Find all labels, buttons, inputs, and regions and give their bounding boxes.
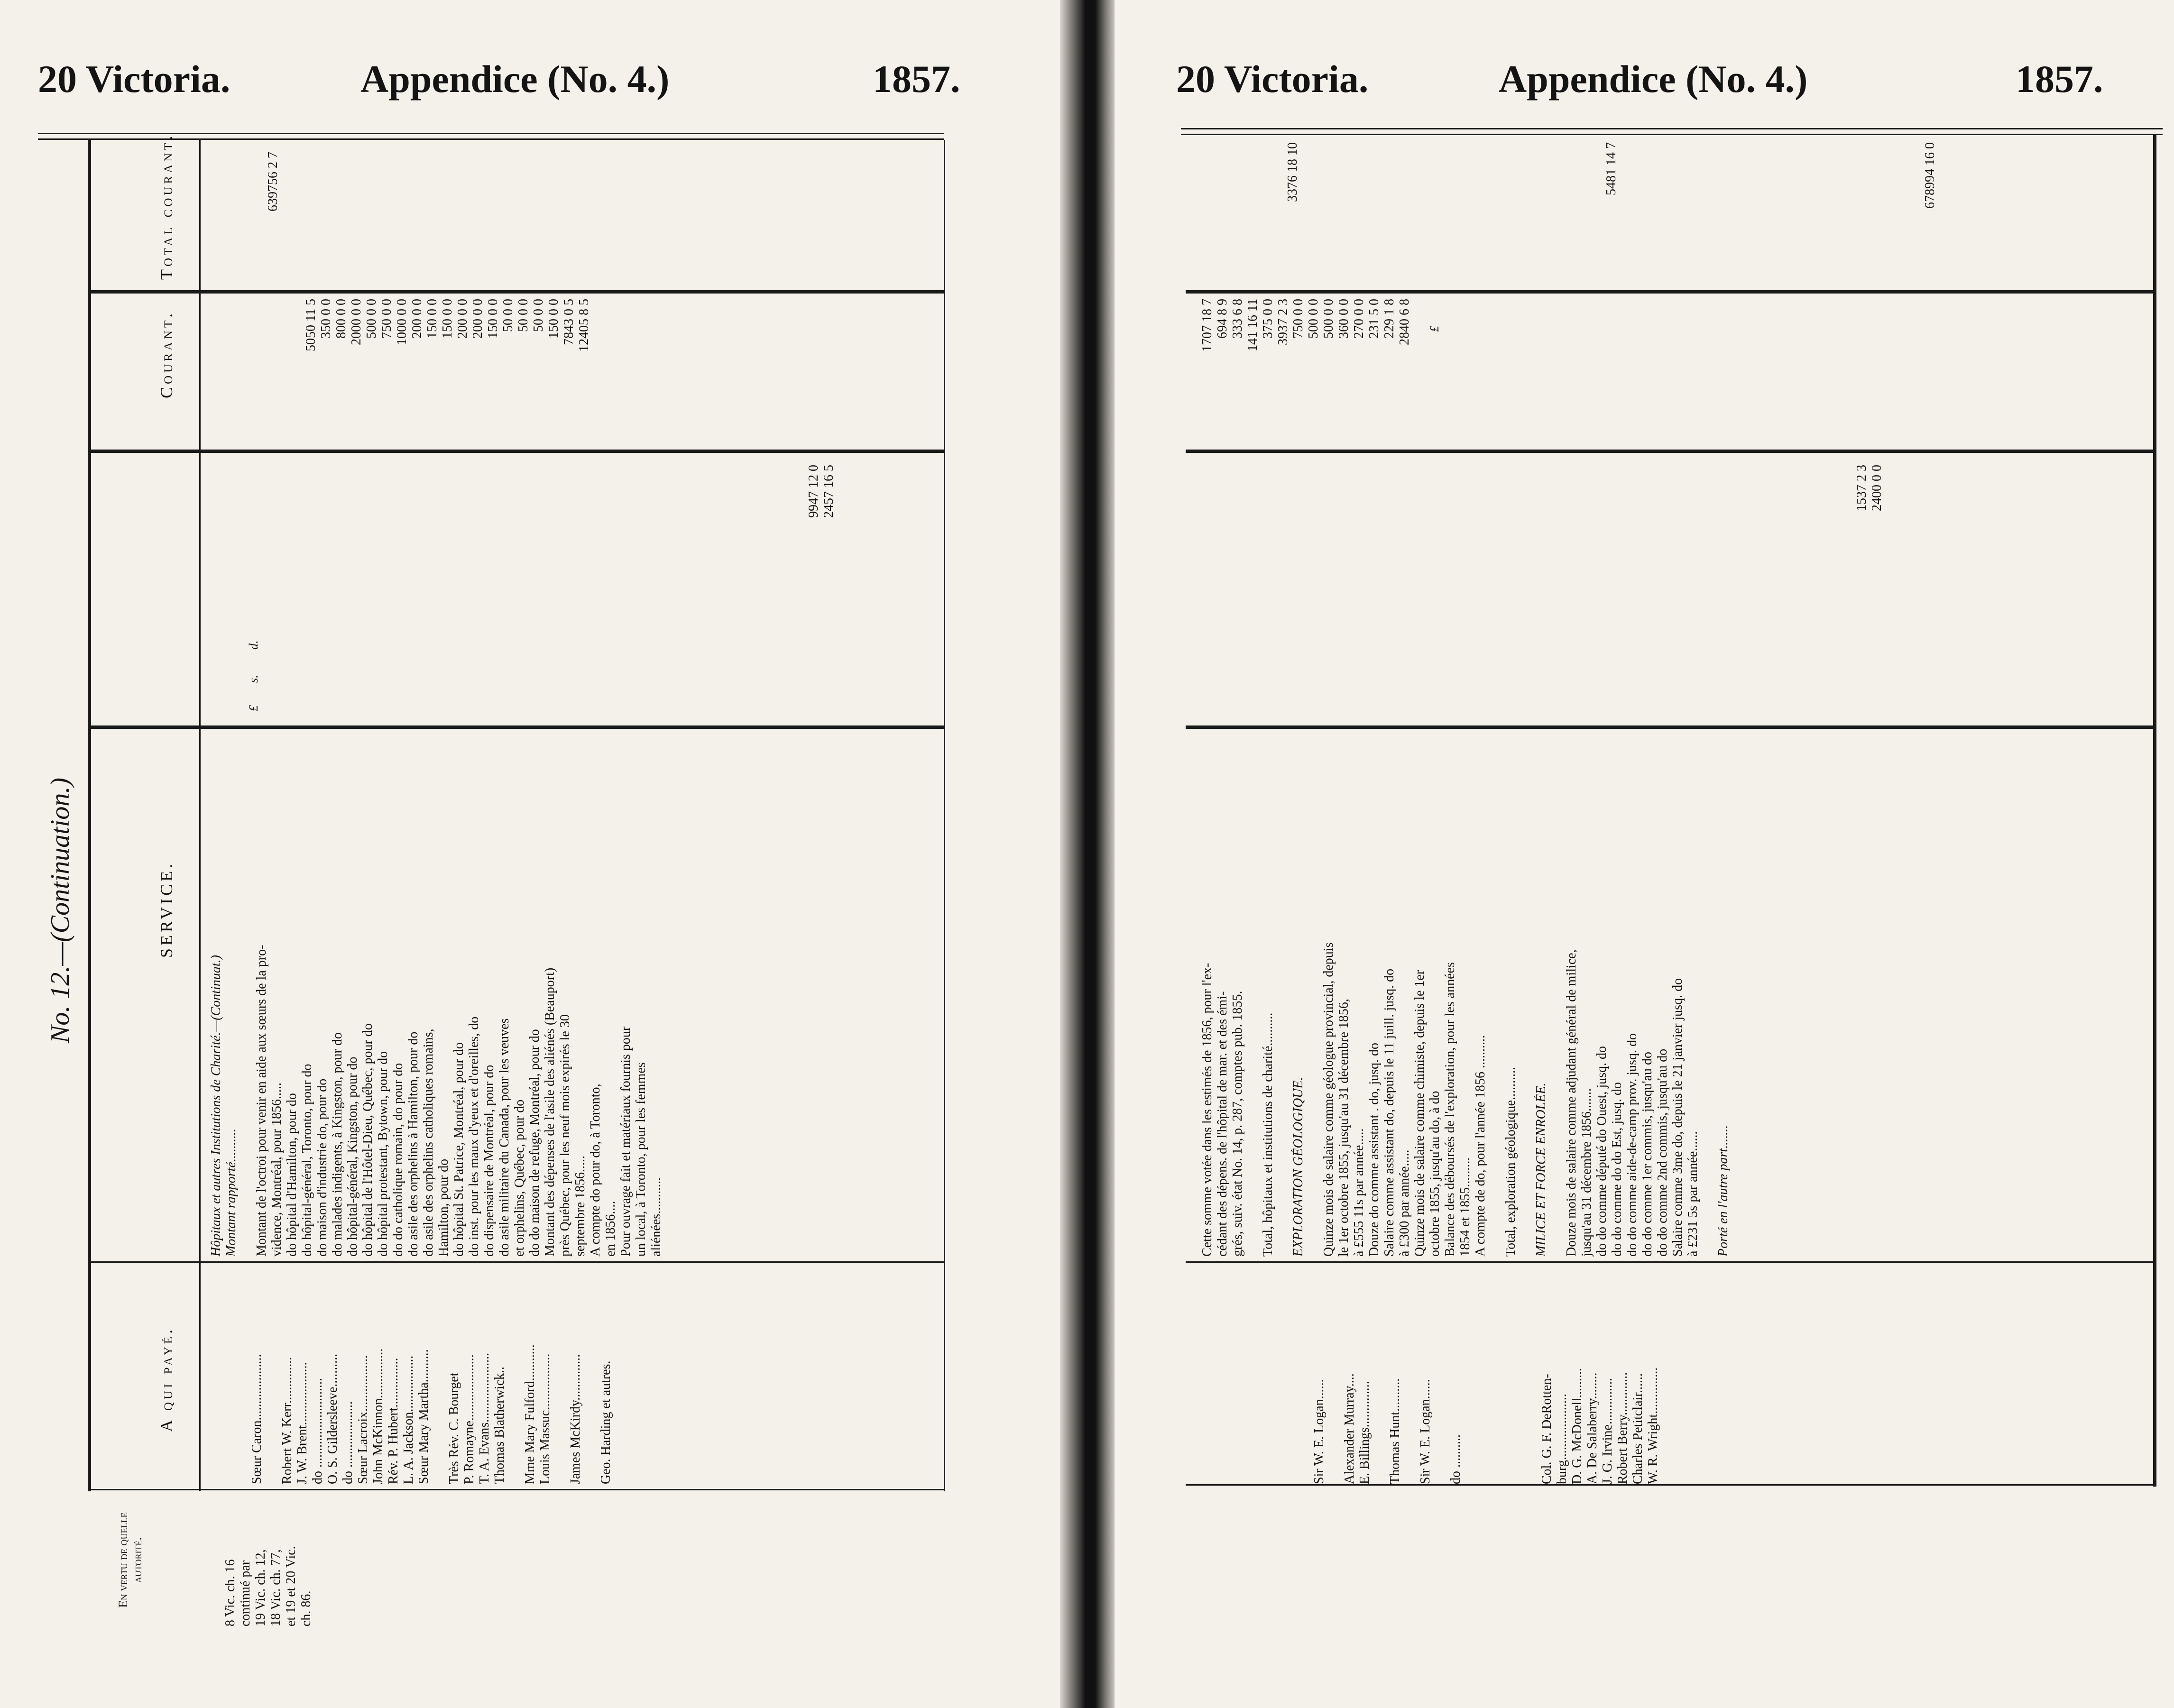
service-line: Balance des déboursés de l'exploration, pour les années [1443,962,1457,1257]
service-line: Hamilton, pour do [436,1158,451,1257]
payee-line [1236,1261,1251,1484]
service-line [1549,730,1564,1257]
payee-line: John McKinnon............... [371,1348,386,1484]
payee-line: J. W. Brent................... [295,1362,310,1484]
payee-line [204,1261,219,1484]
col2-shillings-mark: s. [247,675,260,683]
authority-divider [88,1489,944,1490]
payee-line [1494,1261,1509,1484]
top-rule [1181,128,2163,129]
courant-value: 1707 18 7 [1200,299,1215,352]
courant-value: 694 8 9 [1215,299,1230,339]
service-line: aliénées........... [649,1177,663,1257]
service-column [1200,730,1731,1257]
courant-value: 333 6 8 [1230,299,1245,339]
service-line [1306,730,1321,1257]
bottom-rule [1186,1484,2156,1486]
table-left-border [88,140,91,1491]
payee-line: Sœur Mary Martha.......... [416,1349,431,1484]
service-line: A compte do pour do, à Toronto, [588,1084,603,1257]
total-courant-column [1285,142,1938,285]
amount-value: 2400 0 0 [1870,465,1884,511]
payee-line: Sir W. E. Logan...... [1312,1379,1327,1484]
running-head-session: 20 Victoria. [1176,57,1369,101]
payee-line: Sœur Caron.................... [249,1354,264,1484]
courant-value: 200 0 0 [470,299,485,339]
amount-value: 1537 2 3 [1854,465,1869,511]
service-line: Montant de l'octroi pour venir en aide aux sœurs de la pro- [254,945,269,1257]
table-caption: No. 12.—(Continuation.) [46,777,75,1043]
service-line: Salaire comme 3me do, depuis le 21 janvier jusq. do [1670,978,1685,1257]
col2-pence-mark: d. [247,640,260,650]
payee-line [1297,1261,1312,1484]
authority-line: 19 Vic. ch. 12, [253,1549,268,1626]
section-heading: MILICE ET FORCE ENROLÉE. [1534,1083,1548,1257]
courant-value: 1000 0 0 [395,299,409,345]
service-line: do do comme aide-de-camp prov. jusq. do [1625,1033,1640,1257]
payee-line [583,1261,599,1484]
col1-divider [88,450,944,453]
service-line: grés, suiv. état No. 14, p. 287, comptes pub. 1855. [1230,991,1245,1257]
payee-line: O. S. Gildersleeve.......... [325,1353,340,1484]
book-gutter [1060,0,1117,1708]
running-head-year: 1857. [873,57,960,101]
courant-value: 500 0 0 [364,299,379,339]
service-line: à £300 par année..... [1397,1149,1412,1257]
top-rule-inner [1181,134,2163,135]
payee-line: Mme Mary Fulford........... [523,1344,537,1484]
service-line: do maison d'industrie do, pour do [315,1078,330,1257]
service-line: do hôpital protestant, Bytown, pour do [376,1051,390,1257]
service-line: octobre 1855, jusqu'au do, à do [1428,1091,1442,1257]
payee-line [1266,1261,1281,1484]
courant-value: 200 0 0 [410,299,424,339]
courant-value: 3937 2 3 [1276,299,1290,345]
payee-line: burg.................... [1555,1394,1569,1484]
payee-line: Rév. P. Hubert............... [386,1358,401,1484]
payee-line: Charles Petitclair...... [1630,1373,1645,1484]
amount-value: 9947 12 0 [806,465,821,518]
service-line: jusqu'au 31 décembre 1856....... [1579,1088,1594,1257]
running-head-appendix: Appendice (No. 4.) [360,57,670,101]
service-line [1488,730,1503,1257]
courant-value: 2000 0 0 [349,299,364,345]
service-line: près Québec, pour les neuf mois expirés le 30 [558,1014,572,1257]
payee-line [234,1261,249,1484]
running-head-session: 20 Victoria. [38,57,230,101]
service-line [1519,730,1534,1257]
service-line [1276,730,1291,1257]
service-line: un local, à Toronto, pour les femmes [634,1062,648,1257]
service-line: do do maison de refuge, Montréal, pour do [527,1029,542,1257]
payee-line: P. Romayne.................... [462,1354,477,1484]
courant-value: 229 1 8 [1382,299,1397,339]
service-line: do asile des orphelins à Hamilton, pour do [406,1031,421,1257]
running-head-year: 1857. [2016,57,2103,101]
service-line: Douze do comme assistant . do, jusq. do [1367,1042,1382,1257]
payee-line [1479,1261,1494,1484]
courant-value: 800 0 0 [334,299,349,339]
payee-line: T. A. Evans..................... [477,1352,492,1484]
service-line: vidence, Montréal, pour 1856..... [269,1082,284,1257]
courant-column [304,299,592,441]
service-line: do hôpital d'Hamilton, pour do [285,1093,299,1257]
payee-column [1190,1261,1661,1484]
service-line: do do comme 2nd commis, jusqu'au do [1655,1048,1670,1257]
running-head-appendix: Appendice (No. 4.) [1499,57,1808,101]
currency-mark: £ [1428,326,1441,332]
service-line: Douze mois de salaire comme adjudant général de milice, [1564,949,1579,1257]
courant-value: 270 0 0 [1352,299,1366,339]
service-line: do hôpital St. Patrice, Montréal, pour do [451,1042,466,1257]
authority-line: 8 Vic. ch. 16 [223,1559,238,1626]
amount-column-1 [1854,465,1885,607]
header-payee: A qui payé. [157,1326,176,1432]
table-right-border [944,140,945,1491]
service-line: Cette somme votée dans les estimés de 1856, pour l'ex- [1200,963,1215,1257]
authority-line: ch. 86. [299,1590,313,1626]
payee-line [1433,1261,1448,1484]
service-line: do dispensaire de Montréal, pour do [482,1065,497,1257]
courant-value: 150 0 0 [486,299,500,339]
courant-column [1200,299,1412,441]
payee-line [1190,1261,1206,1484]
service-line: do asile des orphelins catholiques romains, [421,1028,436,1257]
service-line: à £555 11s par année..... [1352,1128,1366,1257]
courant-divider [88,290,944,294]
total-courant-column [266,152,281,285]
service-line: Salaire comme assistant do, depuis le 11 juill. jusq. do [1382,968,1397,1257]
courant-value: 50 0 0 [516,299,531,332]
section-heading: EXPLORATION GÉOLOGIQUE. [1291,1077,1306,1257]
service-line: Hôpitaux et autres Institutions de Charité.—(Continuat.) [209,955,223,1257]
amount-value: 2457 16 5 [821,465,836,518]
service-line: Quinze mois de salaire comme géologue provincial, depuis [1321,942,1336,1257]
header-service: SERVICE. [157,861,176,958]
service-line: septembre 1856..... [573,1155,588,1257]
authority-line: 18 Vic. ch. 77, [268,1549,283,1626]
service-line: do inst. pour les maux d'yeux et d'oreilles, do [467,1016,481,1257]
payee-line: Thomas Hunt.......... [1388,1378,1402,1484]
left-page [0,0,1077,1708]
payee-line: W. R. Wright.............. [1646,1367,1660,1484]
subheader-rule [199,140,201,1491]
service-line: do do comme do do Est, jusq. do [1610,1082,1624,1257]
service-line: cédant des dépens. de l'hôpital de mar. et des émi- [1215,991,1230,1257]
amount-column-1 [806,465,837,607]
service-column [209,730,664,1257]
courant-value: 7843 0 5 [562,299,576,345]
service-line: do hôpital de l'Hôtel-Dieu, Québec, pour do [360,1023,375,1257]
courant-value: 2840 6 8 [1397,299,1412,345]
payee-line [1221,1261,1236,1484]
service-line: Montant rapporté.......... [224,1129,239,1257]
total-value: 639756 2 7 [266,152,280,211]
carried-forward-label: Porté en l'autre part....... [1716,1125,1731,1257]
courant-value: 5050 11 5 [304,299,318,351]
service-line: Total, hôpitaux et institutions de charité.......... [1261,1012,1275,1257]
payee-line [1206,1261,1221,1484]
service-line: Pour ouvrage fait et matériaux fournis pour [618,1026,633,1257]
payee-line [1509,1261,1524,1484]
payee-line: Sir W. E. Logan...... [1418,1379,1433,1484]
payee-line [507,1261,523,1484]
courant-value: 360 0 0 [1336,299,1351,339]
service-line: do hôpital-général, Toronto, pour do [300,1064,314,1257]
service-line: do do comme 1er commis, jusqu'au do [1640,1052,1655,1257]
courant-value: 750 0 0 [379,299,394,339]
payee-line [1281,1261,1297,1484]
courant-value: 50 0 0 [501,299,516,332]
authority-line: continué par [238,1560,253,1626]
payee-line: L. A. Jackson................. [401,1355,416,1484]
table-right-border [2153,135,2156,1487]
right-page [1115,0,2174,1708]
payee-line: Robert W. Kerr.............. [280,1357,295,1484]
header-total-courant: Total courant. [157,133,176,280]
service-line: A compte de do, pour l'année 1856 .......... [1473,1035,1488,1257]
courant-value: 150 0 0 [546,299,561,339]
payee-line [219,1261,234,1484]
courant-value: 500 0 0 [1321,299,1336,339]
payee-line: do .......... [1448,1434,1463,1484]
courant-value: 231 5 0 [1367,299,1382,339]
payee-line [1327,1261,1342,1484]
total-value: 678994 16 0 [1923,142,1937,209]
payee-line [553,1261,568,1484]
courant-value: 375 0 0 [1261,299,1275,339]
service-line: do do comme député do Ouest, jusq. do [1594,1046,1609,1257]
service-line: et orphelins, Québec, pour do [512,1099,527,1257]
payee-line [1251,1261,1266,1484]
payee-line: Alexander Murray.... [1342,1373,1357,1484]
header-authority: En vertu de quelle autorité. [116,1512,144,1608]
payee-line: do ........................... [310,1378,325,1484]
service-divider [88,725,944,729]
total-value: 5481 14 7 [1604,142,1619,195]
payee-line [1464,1261,1479,1484]
payee-line: do .................... [341,1401,355,1484]
authority-column [223,1494,314,1626]
service-line: do asile militaire du Canada, pour les veuves [497,1018,512,1257]
courant-value: 141 16 11 [1245,299,1260,351]
payee-line: Col. G. F. DeRotten- [1539,1374,1554,1484]
courant-value: 200 0 0 [455,299,470,339]
courant-value: 150 0 0 [425,299,440,339]
payee-line: James McKirdy.............. [568,1354,583,1484]
payee-line: E. Billings.............. [1357,1381,1372,1484]
courant-value: 12405 8 5 [577,299,591,352]
total-value: 3376 18 10 [1285,142,1300,202]
payee-line: A. De Salaberry........ [1585,1372,1600,1484]
service-line: le 1er octobre 1855, jusqu'au 31 décembre 1856, [1336,999,1351,1257]
service-line: 1854 et 1855......... [1458,1157,1473,1257]
payee-line [1524,1261,1539,1484]
payee-line [265,1261,280,1484]
payee-line: Thomas Blatherwick.. [492,1366,507,1484]
service-line: à £231 5s par année...... [1686,1131,1700,1257]
service-line: Quinze mois de salaire comme chimiste, depuis le 1er [1412,970,1427,1257]
payee-line: D. G. McDonell......... [1570,1368,1584,1484]
courant-value: 150 0 0 [440,299,455,339]
payee-line: Geo. Harding et autres. [599,1360,613,1484]
payee-line: Louis Massuc................. [538,1353,553,1484]
service-line: Total, exploration géologique.......... [1503,1066,1518,1257]
payee-line: Robert Berry............. [1615,1372,1630,1484]
service-line [1701,730,1716,1257]
service-line: do do catholique romain, do pour do [391,1063,405,1257]
payee-line: Très Rév. C. Bourget [447,1372,461,1484]
header-courant: Courant. [157,310,176,398]
col2-pounds-mark: £ [247,705,260,711]
service-line: Montant des dépenses de l'asile des aliénés (Beauport) [543,967,557,1257]
authority-line: et 19 et 20 Vic. [284,1546,298,1626]
payee-line [1403,1261,1418,1484]
service-line [239,730,254,1257]
payee-line [432,1261,447,1484]
courant-value: 350 0 0 [319,299,333,339]
service-divider [1186,725,2156,729]
service-line [1245,730,1261,1257]
courant-divider [1186,290,2156,294]
service-line: en 1856.... [603,1201,618,1257]
col1-divider [1186,450,2156,453]
service-line: do hôpital-général, Kingston, pour do [345,1056,360,1257]
payee-column [204,1261,614,1484]
courant-value: 500 0 0 [1306,299,1321,339]
payee-line: Sœur Lacroix................. [356,1355,370,1484]
courant-value: 50 0 0 [531,299,546,332]
service-line: do malades indigents, à Kingston, pour do [330,1032,345,1257]
payee-line [1373,1261,1388,1484]
payee-line: J. G. Irvine.............. [1600,1378,1615,1484]
courant-value: 750 0 0 [1291,299,1306,339]
